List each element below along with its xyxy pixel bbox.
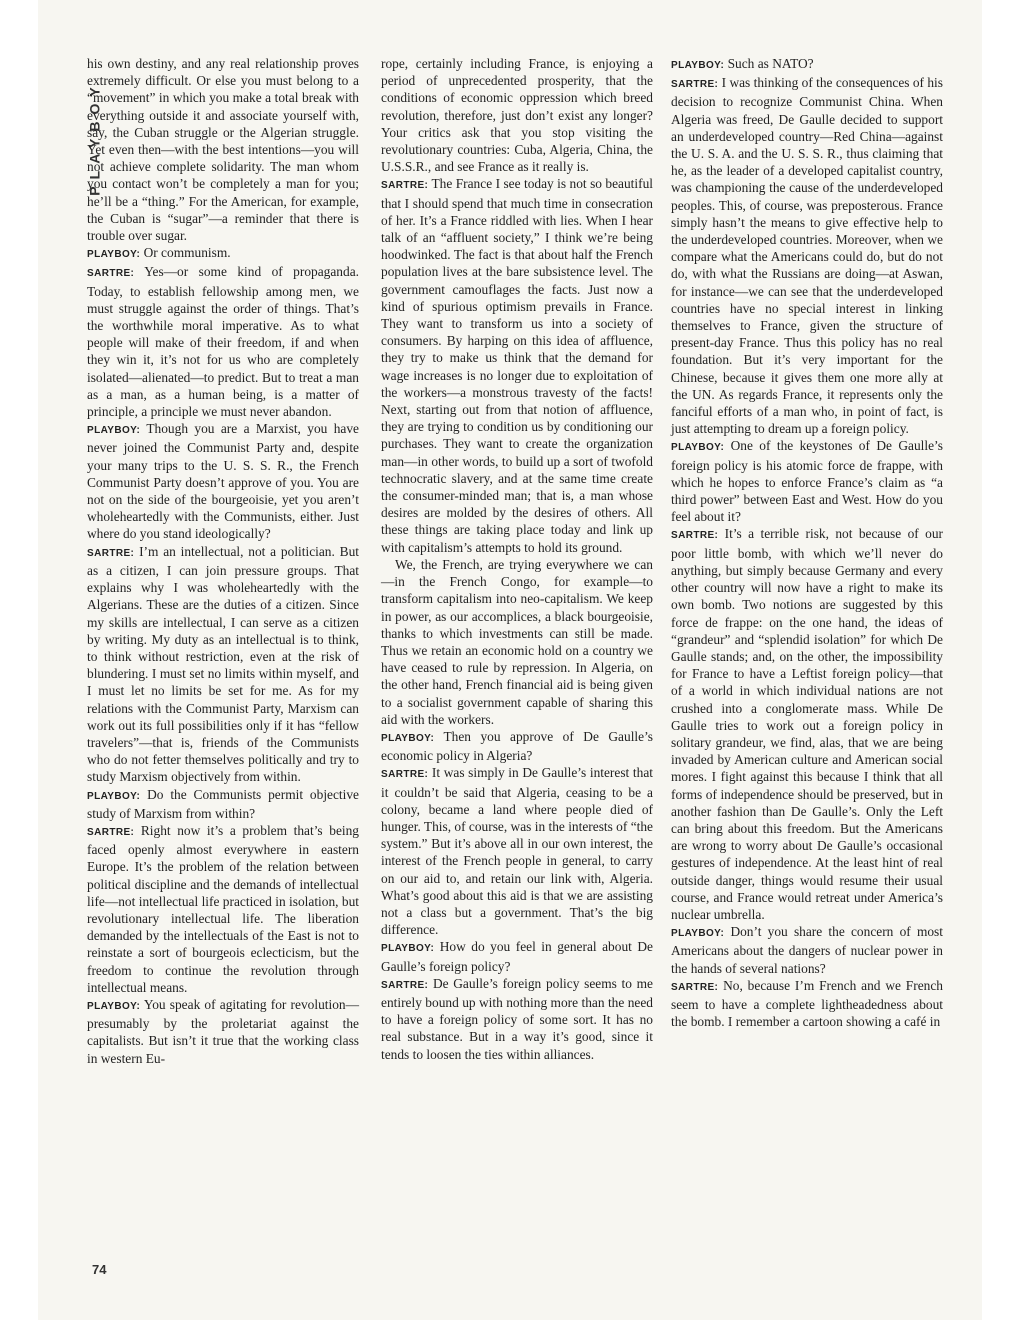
speaker-label: SARTRE: (87, 268, 135, 280)
interview-paragraph (381, 728, 653, 764)
speaker-label: PLAYBOY: (671, 928, 725, 940)
interview-paragraph (87, 786, 359, 822)
interview-paragraph (381, 175, 653, 555)
paragraph-text: Or communism. (143, 245, 231, 261)
interview-paragraph (87, 822, 359, 996)
interview-paragraph (381, 764, 653, 938)
paragraph-text: Then you approve of De Gaulle’s economic policy in Algeria? (381, 728, 654, 764)
interview-paragraph (87, 996, 359, 1067)
speaker-label: SARTRE: (671, 79, 719, 91)
speaker-label: PLAYBOY: (671, 60, 725, 71)
speaker-label: SARTRE: (381, 769, 429, 781)
speaker-label: PLAYBOY: (87, 249, 141, 261)
paragraph-text: No, because I’m French and we French seem to have a complete lightheadedness about the bomb. I remember a cartoon showing a café in (671, 977, 943, 1030)
paragraph-text: The France I see today is not so beautiful that I should spend that much time in consecration of her. It’s a France riddled with lies. When I hear talk of an “affluent society,” I think we’re being hoodwinked. The fact is that about half the French population lives at the bare subsistence level. The government camouflages the facts. Just now a kind of spurious optimism prevails in France. They want to transform us into a society of consumers. By harping on this idea of affluence, they try to make us think that the demand for wage increases is no longer due to exploitation of the workers—a monstrous travesty of the facts! Next, starting out from that notion of affluence, they are trying to condition us by conditioning our purchases. They want to create the organization man—in other words, to build up a sort of twofold technocratic slavery, and at the same time create the consumer-minded man; that is, a man whose desires are molded by the desires of others. All these things are taking place today and link up with capitalism’s attempts to hold its ground. (381, 176, 653, 555)
speaker-label: SARTRE: (671, 981, 719, 993)
paragraph-text: How do you feel in general about De Gaulle’s foreign policy? (381, 939, 653, 974)
speaker-label: PLAYBOY: (87, 790, 141, 802)
continued-paragraph (381, 55, 653, 175)
paragraph-text: It’s a terrible risk, not because of our poor little bomb, with which we’ll never do anything, but simply because Germany and every other country will now have a right to make its own bomb. Two notions are suggested by this force de frappe: on the one hand, the ideas of “grandeur” and “splendid isolation” for which De Gaulle stands; and, on the other, the impossibility for France to have a Leftist foreign policy—that of a world in which individual nations are not crushed into a conglomerate mass. While De Gaulle tries to work out a foreign policy in solitary grandeur, we find, alas, that we are being invaded by American culture and American social mores. I fight against this because I think that all forms of independence should be preserved, but in another fashion than De Gaulle’s. Only the Left can bring about this freedom. But the Americans are wrong to worry about De Gaulle’s occasional gestures of independence. At the least hint of real outside danger, things would resume their usual course, and France would retreat under America’s nuclear umbrella. (671, 526, 943, 922)
interview-paragraph (671, 74, 943, 437)
paragraph-text: Such as NATO? (727, 56, 814, 71)
speaker-label: PLAYBOY: (87, 425, 141, 437)
text-column-2 (381, 55, 653, 1063)
interview-paragraph (87, 263, 359, 420)
paragraph-text: Yes—or some kind of propaganda. Today, to establish fellowship among men, we must struggle against the order of things. That’s the worthwhile moral imperative. As to what people will make of their freedom, if and when they win it, it’s not for us who are completely isolated—alienated—to predict. But to treat a man as a man, as a human being, is a matter of principle, a principle we must never abandon. (87, 264, 359, 420)
speaker-label: SARTRE: (87, 826, 135, 838)
interview-paragraph (87, 244, 359, 263)
interview-paragraph (671, 923, 943, 977)
speaker-label: PLAYBOY: (87, 1000, 141, 1012)
text-column-3 (671, 55, 943, 1030)
speaker-label: SARTRE: (671, 530, 719, 542)
paragraph-text: Do the Communists permit objective study of Marxism from within? (87, 786, 360, 821)
interview-paragraph (671, 525, 943, 923)
speaker-label: PLAYBOY: (671, 442, 725, 454)
speaker-label: SARTRE: (87, 547, 135, 559)
interview-paragraph (87, 420, 359, 542)
paragraph-text: I’m an intellectual, not a politician. But as a citizen, I can join pressure groups. That explains why I was wholeheartedly with the Algerians. These are the duties of a citizen. Since my skills are intellectual, I can serve as a citizen by writing. My duty as an intellectual is to think, to think without restriction, even at the risk of blundering. I must set no limits within myself, and I must let no limits be set for me. As for my relations with the Communist Party, Marxism can work out its full possibilities only if it has “fellow travelers”—that is, friends of the Communists who do not fetter themselves politically and try to study Marxism objectively from within. (87, 543, 359, 785)
speaker-label: SARTRE: (381, 979, 429, 991)
interview-paragraph (87, 543, 359, 786)
interview-paragraph (671, 977, 943, 1031)
paragraph-text: Don’t you share the concern of most Americans about the dangers of nuclear power in the hands of several nations? (671, 924, 943, 976)
paragraph-text: You speak of agitating for revolution—presumably by the proletariat against the capitalists. But isn’t it true that the working class in western Eu- (87, 996, 359, 1066)
interview-paragraph (671, 55, 943, 74)
masthead-label: PLAYBOY (87, 80, 104, 196)
paragraph-text: I was thinking of the consequences of his decision to recognize Communist China. When Algeria was freed, De Gaulle decided to support an underdeveloped country—Red China—against the U. S. A. and the U. S. S. R., thus claiming that he, as the leader of a developed capitalist country, was championing the cause of the underdeveloped peoples. This, of course, was preposterous. France simply hasn’t the means to give effective help to the underdeveloped countries. Moreover, when we compare what the Americans could do, but do not do, with what the Russians are doing—at Aswan, for instance—we can see that the underdeveloped countries have no special interest in linking themselves to France, given the structure of present-day France. Thus this policy has no real foundation. But it’s very important for the Chinese, because it gives them one more ally at the UN. As regards France, it represents only the fanciful efforts of a man who, in point of fact, is just attempting to dream up a foreign policy. (671, 75, 943, 437)
paragraph-text: One of the keystones of De Gaulle’s foreign policy is his atomic force de frappe, with which he hopes to enforce France’s claim as “a third power” between East and West. How do you feel about it? (671, 438, 943, 525)
continued-paragraph (87, 55, 359, 244)
paragraph-text: It was simply in De Gaulle’s interest that it couldn’t be said that Algeria, ceasing to be a colony, became a land where people died of hunger. This, of course, was in the interests of “the system.” But it’s above all in our own interest, the interest of the French people in general, to carry on our aid to, and retain our link with, Algeria. What’s good about this aid is that we are assisting not a class but a government. That’s the big difference. (381, 765, 653, 938)
paragraph-text: We, the French, are trying everywhere we can—in the French Congo, for example—to transform capitalism into neo-capitalism. We keep in power, as our accomplices, a black bourgeoisie, thanks to which investments can still be made. Thus we retain an economic hold on a country we have ceased to rule by repression. In Algeria, on the other hand, French financial aid is being given to a socialist government capable of sharing this aid with the workers. (381, 556, 653, 727)
continued-paragraph (381, 556, 653, 728)
speaker-label: SARTRE: (381, 180, 429, 192)
paragraph-text: De Gaulle’s foreign policy seems to me entirely bound up with nothing more than the need to have a foreign policy of some sort. It has no real substance. But in a way it’s good, since it tends to loosen the ties within alliances. (381, 975, 653, 1062)
paragraph-text: rope, certainly including France, is enjoying a period of unprecedented prosperity, that the conditions of economic oppression which breed revolution, therefore, just don’t exist any longer? Your critics ask that you stop visiting the revolutionary countries: Cuba, Algeria, China, the U.S.S.R., and see France as it really is. (381, 56, 653, 175)
paragraph-text: Right now it’s a problem that’s being faced openly almost everywhere in eastern Europe. It’s the problem of the relation between political discipline and the demands of intellectual life—not intellectual life practiced in isolation, but revolutionary intellectual life. The liberation demanded by the intellectuals of the East is not to reinstate a sort of bourgeois eclecticism, but the freedom to continue the revolution through intellectual means. (87, 822, 359, 995)
magazine-page (38, 0, 982, 1320)
speaker-label: PLAYBOY: (381, 943, 435, 955)
interview-paragraph (381, 975, 653, 1063)
speaker-label: PLAYBOY: (381, 732, 435, 744)
paragraph-text: Though you are a Marxist, you have never joined the Communist Party and, despite your many trips to the U. S. S. R., the French Communist Party doesn’t approve of you. You are not on the side of the bourgeoisie, yet you aren’t wholeheartedly with the Communists, either. Just where do you stand ideologically? (87, 421, 359, 542)
page-number: 74 (92, 1262, 107, 1277)
interview-paragraph (381, 938, 653, 974)
paragraph-text: his own destiny, and any real relationship proves extremely difficult. Or else you must belong to a “movement” in which you make a total break with everything outside it and associate yourself with, say, the Cuban struggle or the Algerian struggle. Yet even then—with the best intentions—you will not achieve complete solidarity. The man whom you contact won’t be completely a man for you; he’ll be a “thing.” For the American, for example, the Cuban is “sugar”—a reminder that there is trouble over sugar. (87, 56, 359, 244)
interview-paragraph (671, 437, 943, 525)
text-column-1 (87, 55, 359, 1067)
